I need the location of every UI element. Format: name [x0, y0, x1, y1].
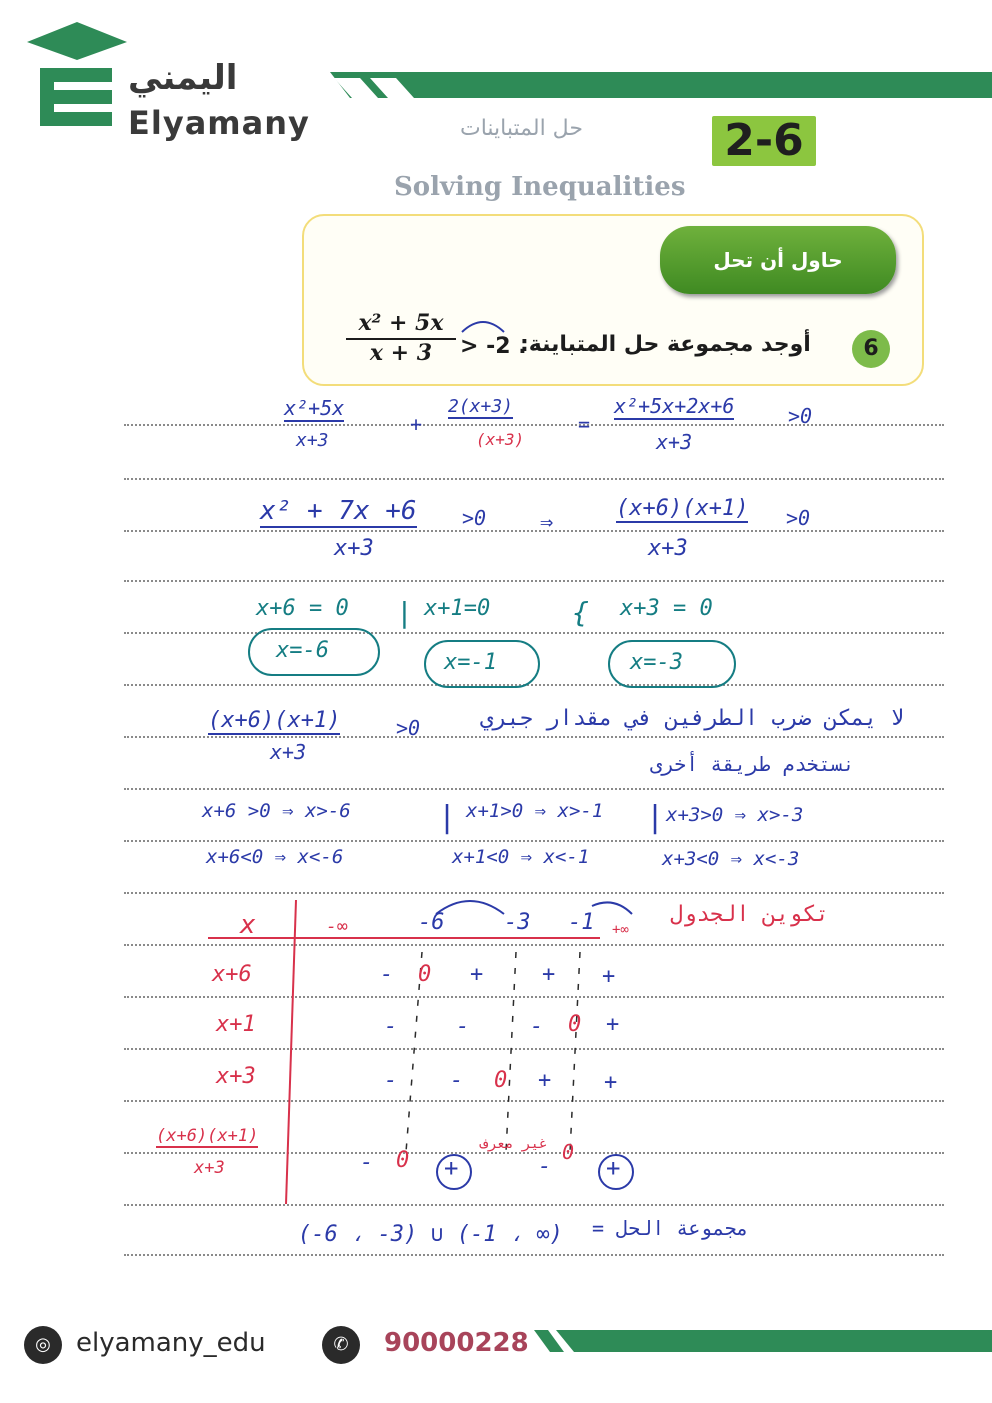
cell: 0: [562, 1140, 575, 1164]
cell: +: [606, 1154, 621, 1182]
case-divider: |: [438, 800, 457, 835]
logo-icon: [22, 20, 132, 140]
l2-rel1: >0: [462, 506, 487, 530]
l1-equals: =: [578, 412, 591, 436]
rule-line: [124, 684, 944, 686]
question-fraction: [346, 310, 456, 366]
header-stripe: [330, 72, 992, 112]
relation-arc: [458, 316, 508, 336]
table-h-m3: -3: [504, 910, 531, 935]
table-h-m6: -6: [418, 910, 445, 935]
cell: -: [384, 1014, 398, 1039]
row-label-x3: x+3: [216, 1064, 256, 1089]
cell: -: [456, 1014, 470, 1039]
table-h-posinf: +∞: [612, 922, 629, 938]
cell: -: [450, 1068, 464, 1093]
lesson-number: 2-6: [712, 116, 816, 166]
cell: +: [602, 964, 616, 989]
note-text-2: نستخدم طريقة أخرى: [650, 752, 855, 776]
l1-frac2-num: 2(x+3): [448, 396, 514, 417]
solution-label: مجموعة الحل =: [592, 1216, 749, 1240]
divider-bar: |: [396, 596, 413, 629]
l2-arrow: ⇒: [540, 510, 554, 535]
l2-frac1-num: x² + 7x +6: [260, 496, 417, 526]
table-h-m1: -1: [568, 910, 595, 935]
l2-frac1-den: x+3: [334, 536, 374, 561]
question-text: أوجد مجموعة حل المتباينة:: [520, 332, 811, 357]
note-frac-num: (x+6)(x+1): [208, 708, 341, 733]
row-label-x6: x+6: [212, 962, 252, 987]
rule-line: [124, 632, 944, 634]
note-rel: >0: [396, 716, 421, 740]
case-pos-3: x+3>0 ⇒ x>-3: [666, 804, 804, 826]
cell: +: [444, 1154, 459, 1182]
divider-bar: {: [572, 596, 589, 629]
note-text: لا يمكن ضرب الطرفين في مقدار جبري: [480, 706, 904, 731]
whatsapp-icon: ✆: [322, 1326, 360, 1364]
title-english: Solving Inequalities: [394, 172, 686, 202]
table-title: تكوين الجدول: [670, 902, 829, 927]
l1-frac3-num: x²+5x+2x+6: [614, 394, 735, 418]
zero-eq-2: x+1=0: [424, 596, 491, 621]
l2-frac2-num: (x+6)(x+1): [616, 496, 749, 521]
logo-english: Elyamany: [128, 104, 310, 142]
rule-line: [124, 424, 944, 426]
sign-table-lines: [200, 892, 640, 1212]
note-frac-den: x+3: [270, 740, 307, 764]
l2-frac2-den: x+3: [648, 536, 688, 561]
cell: 0: [418, 962, 432, 987]
fraction-numerator: x² + 5x: [346, 310, 456, 340]
zero-eq-1: x+6 = 0: [256, 596, 349, 621]
phone-number: 90000228: [384, 1328, 529, 1358]
l2-rel2: >0: [786, 506, 811, 530]
instagram-icon: ◎: [24, 1326, 62, 1364]
row-label-x1: x+1: [216, 1012, 256, 1037]
cell: -: [360, 1150, 374, 1175]
cell: -: [384, 1068, 398, 1093]
fraction-denominator: x + 3: [369, 340, 433, 366]
cell: -: [530, 1014, 544, 1039]
zero-val-2: x=-1: [444, 650, 497, 675]
cell: -: [380, 962, 394, 987]
case-pos-1: x+6 >0 ⇒ x>-6: [202, 800, 351, 822]
cell: 0: [568, 1012, 582, 1037]
l1-plus: +: [410, 412, 423, 436]
row-label-prod-den: x+3: [194, 1158, 225, 1178]
table-h-x: x: [240, 910, 256, 940]
rule-line: [124, 530, 944, 532]
footer-stripe: [534, 1330, 992, 1354]
cell: +: [542, 962, 556, 987]
l1-frac1-den: x+3: [296, 430, 329, 451]
solution-set: (-6 ، -3) ∪ (-1 ، ∞): [298, 1222, 563, 1247]
question-number: 6: [852, 330, 890, 368]
logo-arabic: اليمني: [128, 58, 238, 98]
l1-frac3-den: x+3: [656, 430, 693, 454]
l1-frac1-num: x²+5x: [284, 396, 345, 420]
case-divider: |: [646, 800, 665, 835]
cell: -: [538, 1154, 552, 1179]
row-label-prod-num: (x+6)(x+1): [156, 1126, 259, 1146]
question-relation: > -2 .: [460, 334, 527, 359]
instagram-handle: elyamany_edu: [76, 1328, 266, 1358]
cell: +: [604, 1070, 618, 1095]
cell: 0: [494, 1068, 508, 1093]
rule-line: [124, 580, 944, 582]
cell: 0: [396, 1148, 410, 1173]
case-neg-2: x+1<0 ⇒ x<-1: [452, 846, 590, 868]
zero-val-1: x=-6: [276, 638, 329, 663]
rule-line: [124, 840, 944, 842]
rule-line: [124, 736, 944, 738]
table-h-neginf: -∞: [326, 916, 348, 937]
title-arabic: حل المتباينات: [460, 116, 583, 141]
zero-eq-3: x+3 = 0: [620, 596, 713, 621]
cell: +: [606, 1012, 620, 1037]
rule-line: [124, 478, 944, 480]
cell: +: [538, 1068, 552, 1093]
case-neg-1: x+6<0 ⇒ x<-6: [206, 846, 344, 868]
rule-line: [124, 1254, 944, 1256]
rule-line: [124, 788, 944, 790]
l1-rel: >0: [788, 404, 813, 428]
case-neg-3: x+3<0 ⇒ x<-3: [662, 848, 800, 870]
case-pos-2: x+1>0 ⇒ x>-1: [466, 800, 604, 822]
l1-frac2-den: (x+3): [476, 430, 525, 449]
zero-val-3: x=-3: [630, 650, 683, 675]
try-button: حاول أن تحل: [660, 226, 896, 294]
cell-undefined: غير معرف: [480, 1136, 548, 1152]
cell: +: [470, 962, 484, 987]
